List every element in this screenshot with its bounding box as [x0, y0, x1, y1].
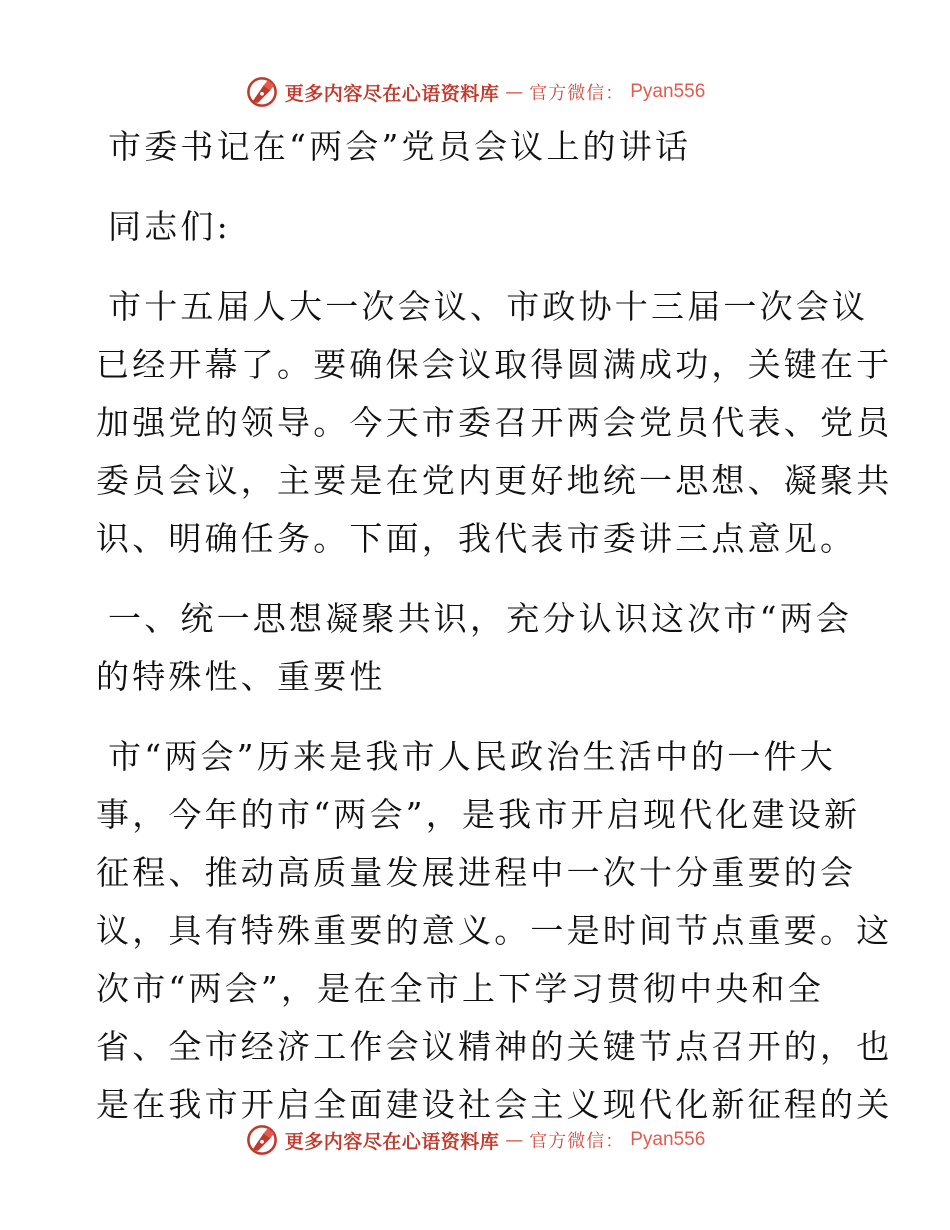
watermark-main-text: 更多内容尽在心语资料库	[284, 82, 500, 105]
paragraph-line: 征程、推动高质量发展进程中一次十分重要的会	[96, 853, 857, 892]
watermark-main-text: 更多内容尽在心语资料库	[284, 1130, 500, 1153]
paragraph-line: 市十五届人大一次会议、市政协十三届一次会议	[108, 287, 869, 326]
paragraph-line: 事，今年的市“两会”，是我市开启现代化建设新	[96, 795, 861, 834]
pen-nib-logo-icon	[245, 75, 279, 109]
paragraph-line: 次市“两会”，是在全市上下学习贯彻中央和全	[96, 969, 824, 1008]
footer-watermark	[0, 1120, 950, 1160]
paragraph-line: 市“两会”历来是我市人民政治生活中的一件大	[108, 737, 836, 776]
watermark-separator: —	[505, 81, 524, 103]
watermark-label: 官方微信：	[529, 83, 625, 104]
pen-nib-logo-icon	[245, 1123, 279, 1157]
document-title: 市委书记在“两会”党员会议上的讲话	[108, 127, 692, 166]
paragraph-line: 已经开幕了。要确保会议取得圆满成功，关键在于	[96, 345, 893, 384]
document-body	[96, 118, 893, 1134]
paragraph-intro	[96, 278, 893, 568]
paragraph-line: 委员会议，主要是在党内更好地统一思想、凝聚共	[96, 461, 893, 500]
salutation: 同志们:	[108, 207, 231, 246]
paragraph-line: 省、全市经济工作会议精神的关键节点召开的，也	[96, 1027, 893, 1066]
heading-line: 一、统一思想凝聚共识，充分认识这次市“两会	[108, 599, 853, 638]
paragraph-line: 识、明确任务。下面，我代表市委讲三点意见。	[96, 519, 857, 558]
header-watermark	[0, 72, 950, 112]
watermark-wechat-id: Pyan556	[630, 81, 706, 102]
watermark-label: 官方微信：	[529, 1131, 625, 1152]
paragraph-line: 加强党的领导。今天市委召开两会党员代表、党员	[96, 403, 893, 442]
section-heading-1	[96, 590, 856, 706]
watermark-separator: —	[505, 1129, 524, 1151]
paragraph-section-1	[96, 728, 893, 1134]
heading-line: 的特殊性、重要性	[96, 657, 386, 696]
paragraph-line: 是在我市开启全面建设社会主义现代化新征程的关	[96, 1085, 893, 1124]
paragraph-line: 议，具有特殊重要的意义。一是时间节点重要。这	[96, 911, 893, 950]
watermark-wechat-id: Pyan556	[630, 1129, 706, 1150]
